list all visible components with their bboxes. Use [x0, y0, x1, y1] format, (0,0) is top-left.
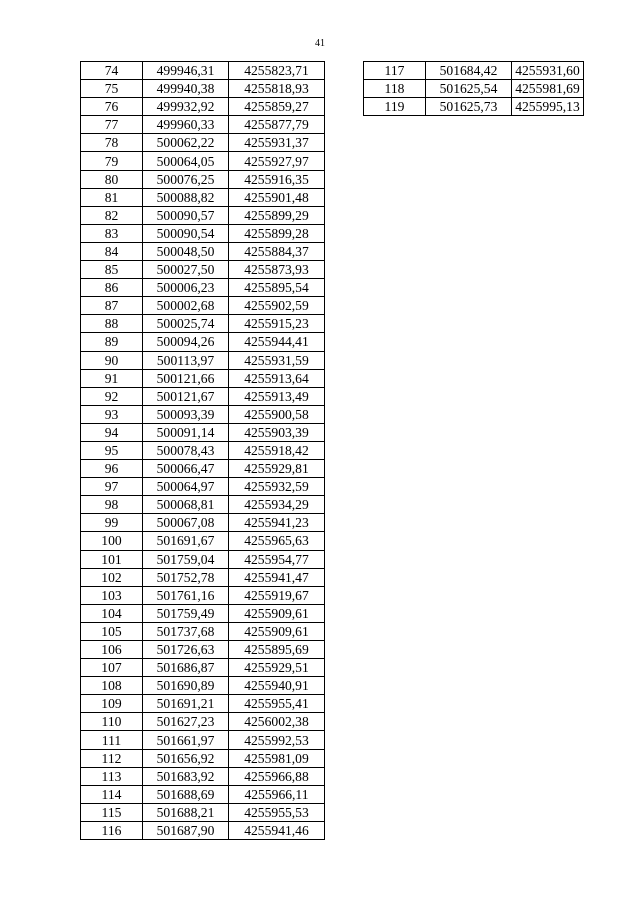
table-row: [81, 297, 325, 315]
table-row: [81, 188, 325, 206]
table-row: [81, 767, 325, 785]
y-coordinate-cell: 4255965,63: [229, 532, 325, 550]
point-number-cell: 118: [364, 80, 426, 98]
x-coordinate-cell: 501686,87: [143, 659, 229, 677]
table-row: [81, 62, 325, 80]
table-row: [81, 460, 325, 478]
x-coordinate-cell: 500068,81: [143, 496, 229, 514]
point-number-cell: 93: [81, 405, 143, 423]
y-coordinate-cell: 4255966,88: [229, 767, 325, 785]
x-coordinate-cell: 499960,33: [143, 116, 229, 134]
point-number-cell: 109: [81, 695, 143, 713]
x-coordinate-cell: 500076,25: [143, 170, 229, 188]
y-coordinate-cell: 4255919,67: [229, 586, 325, 604]
y-coordinate-cell: 4255931,59: [229, 351, 325, 369]
table-row: [81, 821, 325, 839]
table-row: [364, 62, 584, 80]
point-number-cell: 88: [81, 315, 143, 333]
point-number-cell: 97: [81, 478, 143, 496]
y-coordinate-cell: 4255916,35: [229, 170, 325, 188]
y-coordinate-cell: 4255954,77: [229, 550, 325, 568]
x-coordinate-cell: 501688,69: [143, 785, 229, 803]
point-number-cell: 74: [81, 62, 143, 80]
x-coordinate-cell: 500094,26: [143, 333, 229, 351]
point-number-cell: 86: [81, 279, 143, 297]
point-number-cell: 84: [81, 242, 143, 260]
point-number-cell: 94: [81, 423, 143, 441]
x-coordinate-cell: 501683,92: [143, 767, 229, 785]
table-row: [364, 98, 584, 116]
coordinates-table-left-body: [81, 62, 325, 840]
table-row: [81, 369, 325, 387]
y-coordinate-cell: 4255932,59: [229, 478, 325, 496]
coordinates-table-right: [363, 61, 584, 116]
table-row: [81, 478, 325, 496]
table-row: [81, 80, 325, 98]
x-coordinate-cell: 501691,21: [143, 695, 229, 713]
y-coordinate-cell: 4255909,61: [229, 622, 325, 640]
x-coordinate-cell: 500093,39: [143, 405, 229, 423]
point-number-cell: 99: [81, 514, 143, 532]
x-coordinate-cell: 501688,21: [143, 803, 229, 821]
y-coordinate-cell: 4255931,37: [229, 134, 325, 152]
table-row: [81, 659, 325, 677]
y-coordinate-cell: 4255944,41: [229, 333, 325, 351]
point-number-cell: 89: [81, 333, 143, 351]
point-number-cell: 77: [81, 116, 143, 134]
point-number-cell: 105: [81, 622, 143, 640]
x-coordinate-cell: 501759,04: [143, 550, 229, 568]
x-coordinate-cell: 501661,97: [143, 731, 229, 749]
table-row: [81, 731, 325, 749]
table-row: [81, 279, 325, 297]
point-number-cell: 79: [81, 152, 143, 170]
y-coordinate-cell: 4255927,97: [229, 152, 325, 170]
y-coordinate-cell: 4255955,41: [229, 695, 325, 713]
y-coordinate-cell: 4255918,42: [229, 441, 325, 459]
table-row: [81, 351, 325, 369]
table-row: [81, 550, 325, 568]
y-coordinate-cell: 4255940,91: [229, 677, 325, 695]
table-row: [364, 80, 584, 98]
y-coordinate-cell: 4255900,58: [229, 405, 325, 423]
y-coordinate-cell: 4255929,51: [229, 659, 325, 677]
y-coordinate-cell: 4255966,11: [229, 785, 325, 803]
point-number-cell: 90: [81, 351, 143, 369]
x-coordinate-cell: 501684,42: [426, 62, 512, 80]
y-coordinate-cell: 4255913,64: [229, 369, 325, 387]
table-row: [81, 803, 325, 821]
x-coordinate-cell: 501627,23: [143, 713, 229, 731]
point-number-cell: 119: [364, 98, 426, 116]
x-coordinate-cell: 501656,92: [143, 749, 229, 767]
coordinates-table-right-body: [364, 62, 584, 116]
y-coordinate-cell: 4255913,49: [229, 387, 325, 405]
point-number-cell: 87: [81, 297, 143, 315]
point-number-cell: 112: [81, 749, 143, 767]
x-coordinate-cell: 500113,97: [143, 351, 229, 369]
x-coordinate-cell: 501687,90: [143, 821, 229, 839]
point-number-cell: 83: [81, 224, 143, 242]
table-row: [81, 206, 325, 224]
point-number-cell: 110: [81, 713, 143, 731]
y-coordinate-cell: 4255992,53: [229, 731, 325, 749]
y-coordinate-cell: 4255941,47: [229, 568, 325, 586]
x-coordinate-cell: 501690,89: [143, 677, 229, 695]
x-coordinate-cell: 500121,67: [143, 387, 229, 405]
point-number-cell: 115: [81, 803, 143, 821]
table-row: [81, 116, 325, 134]
x-coordinate-cell: 500062,22: [143, 134, 229, 152]
x-coordinate-cell: 500121,66: [143, 369, 229, 387]
point-number-cell: 78: [81, 134, 143, 152]
x-coordinate-cell: 500078,43: [143, 441, 229, 459]
y-coordinate-cell: 4255902,59: [229, 297, 325, 315]
y-coordinate-cell: 4255823,71: [229, 62, 325, 80]
table-row: [81, 568, 325, 586]
x-coordinate-cell: 501625,73: [426, 98, 512, 116]
x-coordinate-cell: 500002,68: [143, 297, 229, 315]
y-coordinate-cell: 4255859,27: [229, 98, 325, 116]
table-row: [81, 261, 325, 279]
point-number-cell: 80: [81, 170, 143, 188]
x-coordinate-cell: 500090,54: [143, 224, 229, 242]
page-number: 41: [315, 38, 325, 49]
x-coordinate-cell: 500090,57: [143, 206, 229, 224]
table-row: [81, 134, 325, 152]
point-number-cell: 76: [81, 98, 143, 116]
y-coordinate-cell: 4255895,54: [229, 279, 325, 297]
y-coordinate-cell: 4255909,61: [229, 604, 325, 622]
y-coordinate-cell: 4255877,79: [229, 116, 325, 134]
x-coordinate-cell: 500006,23: [143, 279, 229, 297]
table-row: [81, 785, 325, 803]
x-coordinate-cell: 500048,50: [143, 242, 229, 260]
table-row: [81, 496, 325, 514]
x-coordinate-cell: 500091,14: [143, 423, 229, 441]
table-row: [81, 152, 325, 170]
x-coordinate-cell: 499946,31: [143, 62, 229, 80]
table-row: [81, 586, 325, 604]
y-coordinate-cell: 4255931,60: [512, 62, 584, 80]
y-coordinate-cell: 4255941,46: [229, 821, 325, 839]
point-number-cell: 113: [81, 767, 143, 785]
table-row: [81, 532, 325, 550]
y-coordinate-cell: 4255901,48: [229, 188, 325, 206]
point-number-cell: 106: [81, 641, 143, 659]
table-row: [81, 677, 325, 695]
point-number-cell: 91: [81, 369, 143, 387]
y-coordinate-cell: 4255941,23: [229, 514, 325, 532]
x-coordinate-cell: 501625,54: [426, 80, 512, 98]
point-number-cell: 81: [81, 188, 143, 206]
x-coordinate-cell: 501759,49: [143, 604, 229, 622]
x-coordinate-cell: 501752,78: [143, 568, 229, 586]
y-coordinate-cell: 4255981,69: [512, 80, 584, 98]
x-coordinate-cell: 500066,47: [143, 460, 229, 478]
point-number-cell: 75: [81, 80, 143, 98]
x-coordinate-cell: 499932,92: [143, 98, 229, 116]
y-coordinate-cell: 4256002,38: [229, 713, 325, 731]
point-number-cell: 104: [81, 604, 143, 622]
x-coordinate-cell: 500064,05: [143, 152, 229, 170]
point-number-cell: 114: [81, 785, 143, 803]
table-row: [81, 315, 325, 333]
x-coordinate-cell: 500027,50: [143, 261, 229, 279]
y-coordinate-cell: 4255981,09: [229, 749, 325, 767]
x-coordinate-cell: 500067,08: [143, 514, 229, 532]
table-row: [81, 514, 325, 532]
y-coordinate-cell: 4255899,28: [229, 224, 325, 242]
coordinates-table-left: [80, 61, 325, 840]
y-coordinate-cell: 4255955,53: [229, 803, 325, 821]
point-number-cell: 103: [81, 586, 143, 604]
point-number-cell: 100: [81, 532, 143, 550]
point-number-cell: 111: [81, 731, 143, 749]
table-row: [81, 224, 325, 242]
x-coordinate-cell: 501761,16: [143, 586, 229, 604]
point-number-cell: 92: [81, 387, 143, 405]
x-coordinate-cell: 500088,82: [143, 188, 229, 206]
y-coordinate-cell: 4255899,29: [229, 206, 325, 224]
table-row: [81, 98, 325, 116]
x-coordinate-cell: 499940,38: [143, 80, 229, 98]
table-row: [81, 641, 325, 659]
table-row: [81, 441, 325, 459]
y-coordinate-cell: 4255884,37: [229, 242, 325, 260]
point-number-cell: 108: [81, 677, 143, 695]
y-coordinate-cell: 4255818,93: [229, 80, 325, 98]
x-coordinate-cell: 501691,67: [143, 532, 229, 550]
point-number-cell: 107: [81, 659, 143, 677]
point-number-cell: 102: [81, 568, 143, 586]
point-number-cell: 117: [364, 62, 426, 80]
table-row: [81, 713, 325, 731]
point-number-cell: 85: [81, 261, 143, 279]
y-coordinate-cell: 4255929,81: [229, 460, 325, 478]
point-number-cell: 96: [81, 460, 143, 478]
table-row: [81, 242, 325, 260]
table-row: [81, 604, 325, 622]
point-number-cell: 95: [81, 441, 143, 459]
table-row: [81, 423, 325, 441]
table-row: [81, 170, 325, 188]
y-coordinate-cell: 4255995,13: [512, 98, 584, 116]
table-row: [81, 695, 325, 713]
y-coordinate-cell: 4255934,29: [229, 496, 325, 514]
x-coordinate-cell: 501726,63: [143, 641, 229, 659]
table-row: [81, 405, 325, 423]
x-coordinate-cell: 500025,74: [143, 315, 229, 333]
table-row: [81, 333, 325, 351]
table-row: [81, 622, 325, 640]
x-coordinate-cell: 501737,68: [143, 622, 229, 640]
y-coordinate-cell: 4255873,93: [229, 261, 325, 279]
table-row: [81, 749, 325, 767]
y-coordinate-cell: 4255915,23: [229, 315, 325, 333]
point-number-cell: 116: [81, 821, 143, 839]
x-coordinate-cell: 500064,97: [143, 478, 229, 496]
y-coordinate-cell: 4255895,69: [229, 641, 325, 659]
point-number-cell: 101: [81, 550, 143, 568]
point-number-cell: 82: [81, 206, 143, 224]
y-coordinate-cell: 4255903,39: [229, 423, 325, 441]
point-number-cell: 98: [81, 496, 143, 514]
table-row: [81, 387, 325, 405]
